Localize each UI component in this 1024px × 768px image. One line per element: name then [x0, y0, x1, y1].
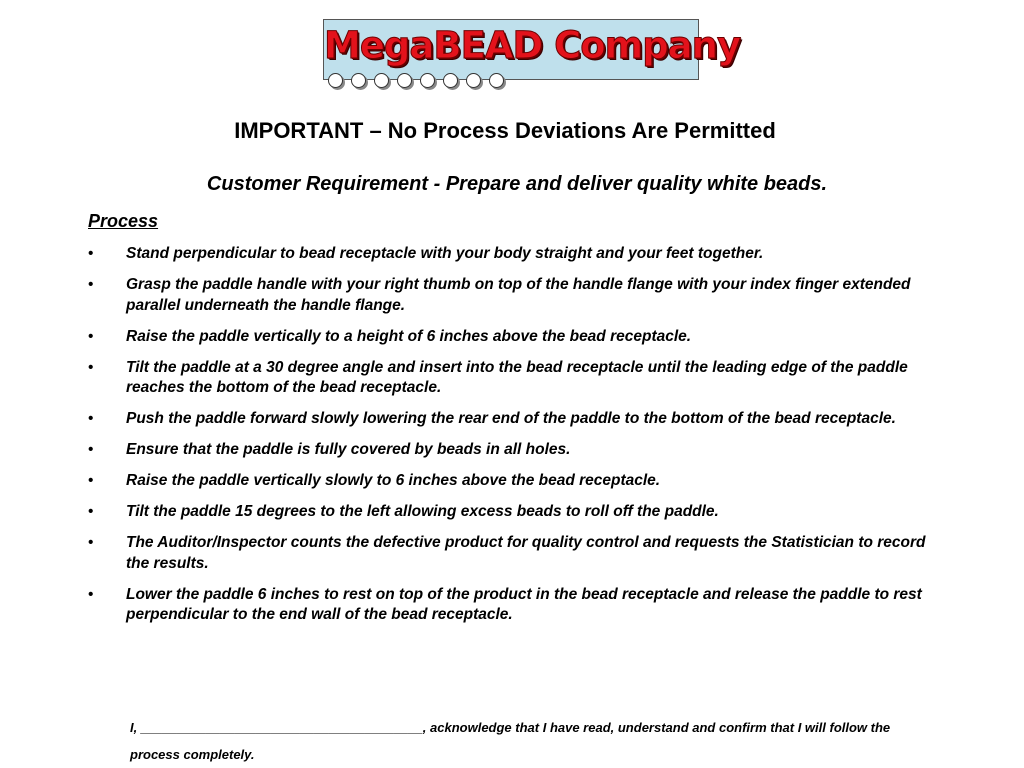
process-step	[88, 471, 948, 492]
process-step-text: Push the paddle forward slowly lowering the rear end of the paddle to the bottom of the bead receptacle.	[126, 410, 896, 427]
bullet-icon: •	[88, 534, 94, 551]
acknowledgement-statement: I, _______________________________________, acknowledge that I have read, understand and confirm that I will follow the process completely.	[130, 720, 891, 762]
process-step	[88, 327, 948, 348]
process-step	[88, 502, 948, 523]
process-step	[88, 244, 948, 265]
bullet-icon: •	[88, 585, 94, 603]
bullet-icon: •	[88, 441, 94, 458]
bullet-icon: •	[88, 410, 94, 427]
logo-beads	[328, 73, 508, 91]
page-heading: IMPORTANT – No Process Deviations Are Permitted	[234, 118, 776, 143]
bead-icon	[420, 73, 435, 88]
process-step-text: Stand perpendicular to bead receptacle with your body straight and your feet together.	[126, 245, 764, 262]
bead-icon	[374, 73, 389, 88]
process-step-text: Raise the paddle vertically to a height of 6 inches above the bead receptacle.	[126, 327, 692, 345]
process-step	[88, 275, 948, 316]
process-step	[88, 440, 948, 461]
bullet-icon: •	[88, 472, 94, 489]
process-step-text: Ensure that the paddle is fully covered by beads in all holes.	[126, 441, 571, 458]
process-step-text: Grasp the paddle handle with your right thumb on top of the handle flange with your index finger extended parallel underneath the handle flange.	[126, 276, 911, 314]
bead-icon	[351, 73, 366, 88]
bead-icon	[397, 73, 412, 88]
customer-requirement: Customer Requirement - Prepare and deliver quality white beads.	[206, 173, 828, 195]
process-steps-list	[88, 244, 948, 636]
bead-icon	[328, 73, 343, 88]
process-step-text: The Auditor/Inspector counts the defective product for quality control and requests the Statistician to record the results.	[126, 534, 926, 572]
process-step	[88, 358, 948, 399]
process-step-text: Tilt the paddle at a 30 degree angle and insert into the bead receptacle until the leading edge of the paddle reaches the bottom of the bead receptacle.	[126, 358, 908, 396]
bullet-icon: •	[88, 327, 94, 345]
process-step-text: Lower the paddle 6 inches to rest on top of the product in the bead receptacle and release the paddle to rest perpendicular to the end wall of the bead receptacle.	[126, 585, 922, 623]
process-label: Process	[88, 211, 159, 231]
bead-icon	[489, 73, 504, 88]
logo-text: MegaBEAD Company	[324, 24, 741, 67]
bullet-icon: •	[88, 245, 94, 262]
company-logo	[323, 19, 741, 80]
bead-icon	[466, 73, 481, 88]
bullet-icon: •	[88, 276, 94, 293]
bullet-icon: •	[88, 358, 94, 376]
bead-icon	[443, 73, 458, 88]
process-step	[88, 409, 948, 430]
process-step	[88, 533, 948, 574]
process-step-text: Raise the paddle vertically slowly to 6 inches above the bead receptacle.	[126, 472, 661, 489]
process-step-text: Tilt the paddle 15 degrees to the left allowing excess beads to roll off the paddle.	[126, 503, 719, 520]
bullet-icon: •	[88, 503, 94, 520]
process-step	[88, 585, 948, 626]
